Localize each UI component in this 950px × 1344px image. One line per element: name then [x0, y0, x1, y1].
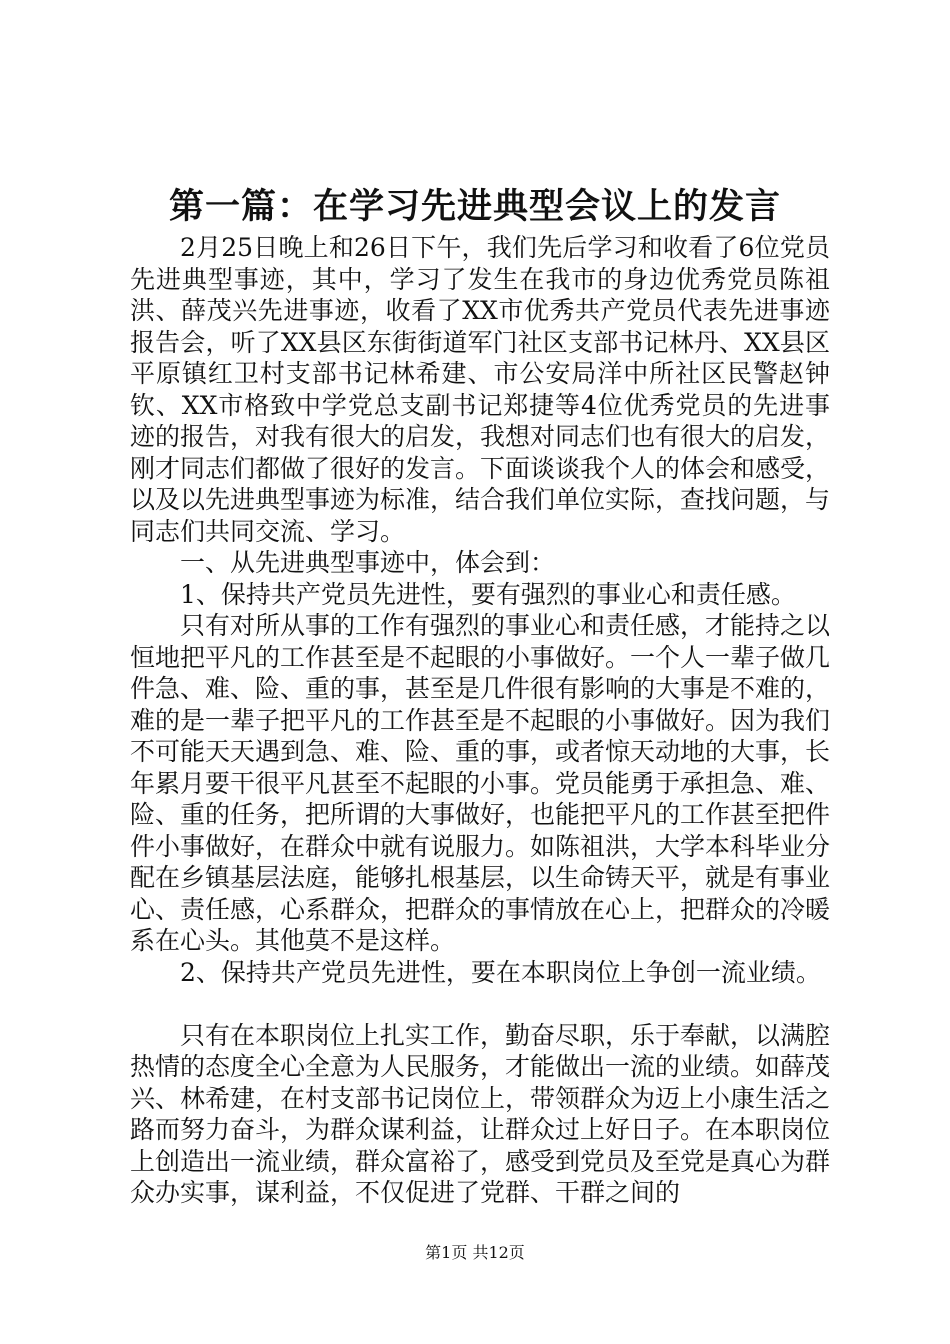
section-heading-1: 一、从先进典型事迹中，体会到： [180, 548, 556, 577]
point-heading-1: 1、保持共产党员先进性，要有强烈的事业心和责任感。 [180, 579, 796, 609]
paragraph-point-2: 只有在本职岗位上扎实工作，勤奋尽职，乐于奉献，以满腔热情的态度全心全意为人民服务，才能做出一流的业绩。如薛茂兴、林希建，在村支部书记岗位上，带领群众为迈上小康生活之路而努力奋斗，为群众谋利益，让群众过上好日子。在本职岗位上创造出一流业绩，群众富裕了，感受到党员及至党是真心为群众办实事，谋利益，不仅促进了党群、干群之间的 [130, 1020, 831, 1207]
document-body [130, 232, 830, 1209]
paragraph-point-1: 只有对所从事的工作有强烈的事业心和责任感，才能持之以恒地把平凡的工作甚至是不起眼的小事做好。一个人一辈子做几件急、难、险、重的事，甚至是几件很有影响的大事是不难的，难的是一辈子把平凡的工作甚至是不起眼的小事做好。因为我们不可能天天遇到急、难、险、重的事，或者惊天动地的大事，长年累月要干很平凡甚至不起眼的小事。党员能勇于承担急、难、险、重的任务，把所谓的大事做好，也能把平凡的工作甚至把件件小事做好，在群众中就有说服力。如陈祖洪，大学本科毕业分配在乡镇基层法庭，能够扎根基层，以生命铸天平，就是有事业心、责任感，心系群众，把群众的事情放在心上，把群众的冷暖系在心头。其他莫不是这样。 [130, 611, 831, 955]
point-heading-2: 2、保持共产党员先进性，要在本职岗位上争创一流业绩。 [180, 957, 821, 987]
page-footer: 第1页 共12页 [425, 1243, 525, 1262]
document-title: 第一篇：在学习先进典型会议上的发言 [168, 187, 781, 227]
paragraph-intro: 2月25日晚上和26日下午，我们先后学习和收看了6位党员先进典型事迹，其中，学习了发生在我市的身边优秀党员陈祖洪、薛茂兴先进事迹，收看了XX市优秀共产党员代表先进事迹报告会，听了XX县区东街街道军门社区支部书记林丹、XX县区平原镇红卫村支部书记林希建、市公安局洋中所社区民警赵钟钦、XX市格致中学党总支副书记郑捷等4位优秀党员的先进事迹的报告，对我有很大的启发，我想对同志们也有很大的启发，刚才同志们都做了很好的发言。下面谈谈我个人的体会和感受，以及以先进典型事迹为标准，结合我们单位实际，查找问题，与同志们共同交流、学习。 [130, 233, 831, 546]
